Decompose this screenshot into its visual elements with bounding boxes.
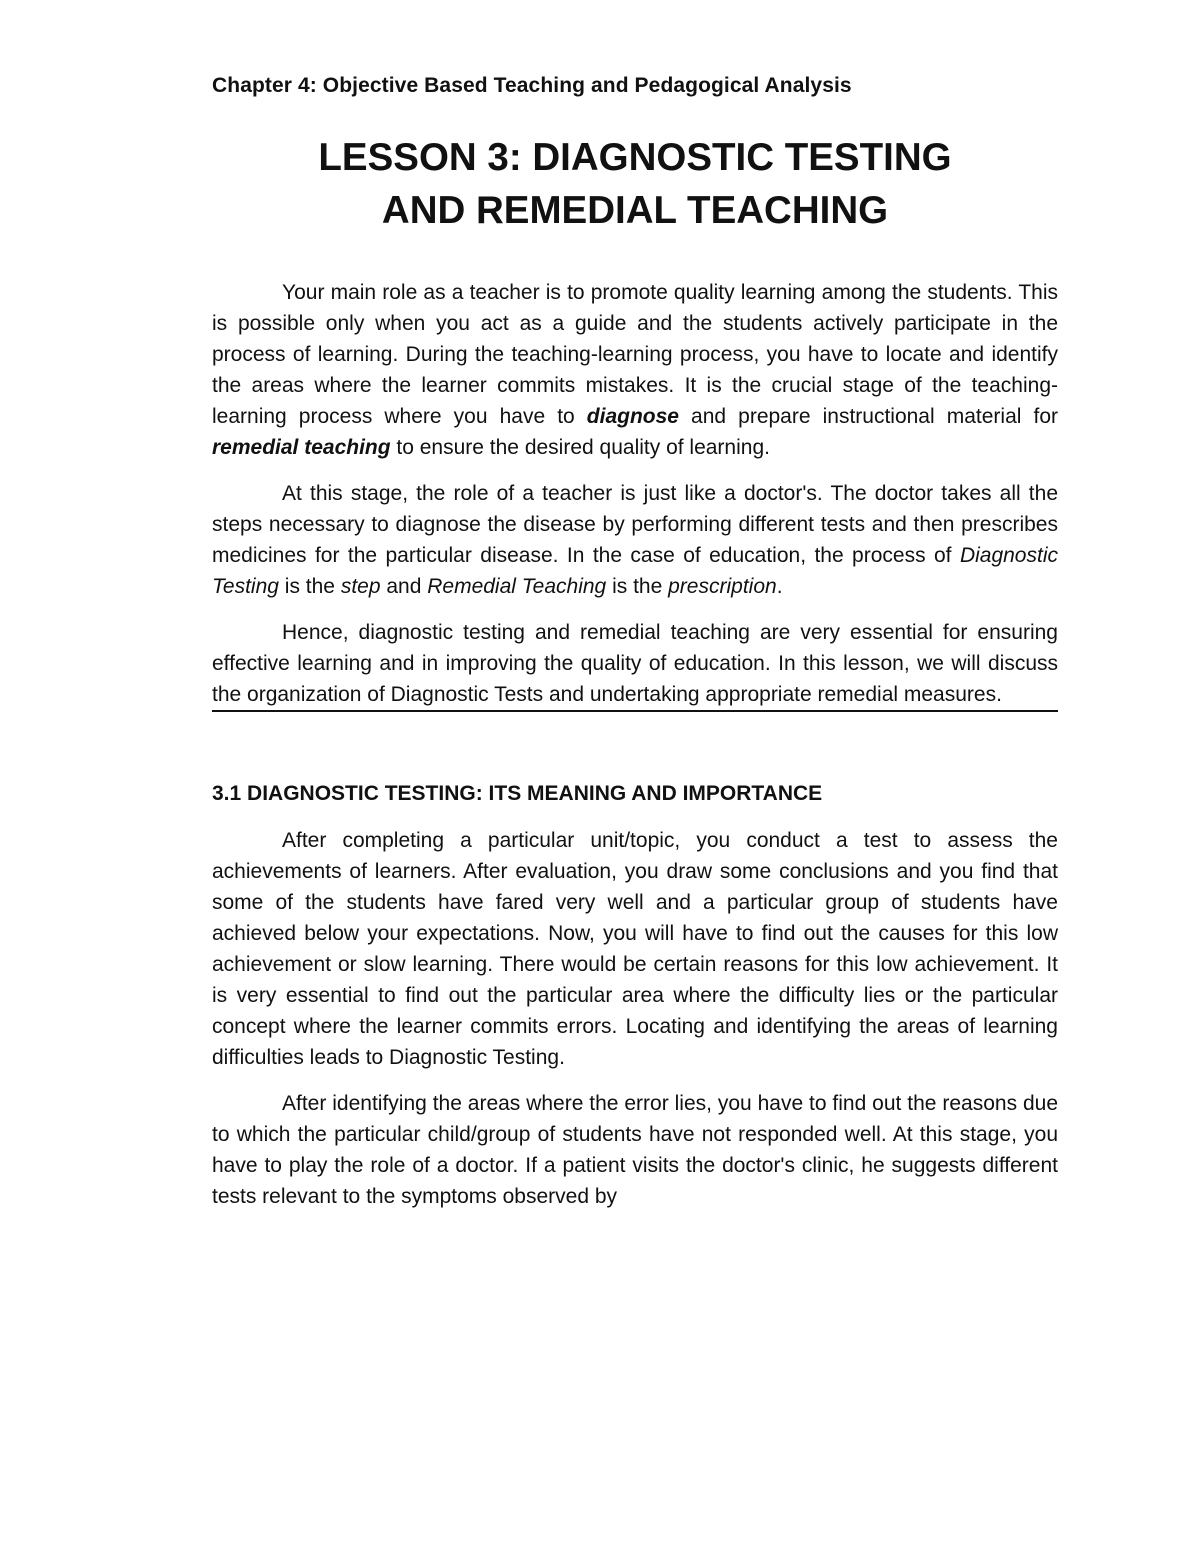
term-remedial-teaching-italic: Remedial Teaching xyxy=(427,575,607,598)
section-heading-3-1: 3.1 DIAGNOSTIC TESTING: ITS MEANING AND IMPORTANCE xyxy=(212,782,823,805)
document-page xyxy=(212,60,1058,1212)
intro-p1-text-a: Your main role as a teacher is to promote quality learning among the students. This is possible only when you act as a guide and the students actively participate in the process of learning. During the teaching-learning process, you have to locate and identify the areas where the learner commits mistakes. It is the crucial stage of the teaching-learning process where you have to xyxy=(212,281,1058,428)
intro-p1-text-c: and prepare instructional material for xyxy=(678,405,1058,428)
chapter-header: Chapter 4: Objective Based Teaching and Pedagogical Analysis xyxy=(212,74,852,97)
lesson-title-line-2: AND REMEDIAL TEACHING xyxy=(381,189,889,232)
intro-p1-text-e: to ensure the desired quality of learning. xyxy=(390,436,770,459)
term-prescription: prescription xyxy=(668,575,777,598)
section-3-1-body xyxy=(212,825,1058,1212)
intro-paragraph-3: Hence, diagnostic testing and remedial teaching are very essential for ensuring effective learning and in improving the quality of education. In this lesson, we will discuss the organization of Diagnostic Tests and undertaking appropriate remedial measures. xyxy=(212,621,1058,706)
section-3-1-paragraph-2: After identifying the areas where the error lies, you have to find out the reasons due to which the particular child/group of students have not responded well. At this stage, you have to play the role of a doctor. If a patient visits the doctor's clinic, he suggests different tests relevant to the symptoms observed by xyxy=(212,1092,1058,1208)
term-remedial-teaching: remedial teaching xyxy=(212,436,391,459)
term-diagnose: diagnose xyxy=(586,405,679,428)
intro-paragraph-2 xyxy=(212,478,1058,602)
intro-p2-text-e: and xyxy=(380,575,428,598)
intro-p2-text-i: . xyxy=(776,575,783,598)
intro-p2-text-g: is the xyxy=(606,575,669,598)
lesson-title xyxy=(212,131,1058,237)
intro-paragraph-1 xyxy=(212,277,1058,463)
section-3-1-paragraph-1: After completing a particular unit/topic, you conduct a test to assess the achievements of learners. After evaluation, you draw some conclusions and you find that some of the students have fared very well and a particular group of students have achieved below your expectations. Now, you will have to find out the causes for this low achievement or slow learning. There would be certain reasons for this low achievement. It is very essential to find out the particular area where the difficulty lies or the particular concept where the learner commits errors. Locating and identifying the areas of learning difficulties leads to Diagnostic Testing. xyxy=(212,829,1058,1069)
intro-section xyxy=(212,277,1058,710)
term-diagnostic-testing: Diagnostic Testing xyxy=(212,544,1058,598)
intro-p2-text-c: is the xyxy=(278,575,341,598)
term-step: step xyxy=(340,575,381,598)
intro-p2-text-a: At this stage, the role of a teacher is just like a doctor's. The doctor takes all the steps necessary to diagnose the disease by performing different tests and then prescribes medicines for the particular disease. In the case of education, the process of xyxy=(212,482,1058,567)
lesson-title-line-1: LESSON 3: DIAGNOSTIC TESTING xyxy=(318,136,952,179)
section-divider xyxy=(212,710,1058,712)
